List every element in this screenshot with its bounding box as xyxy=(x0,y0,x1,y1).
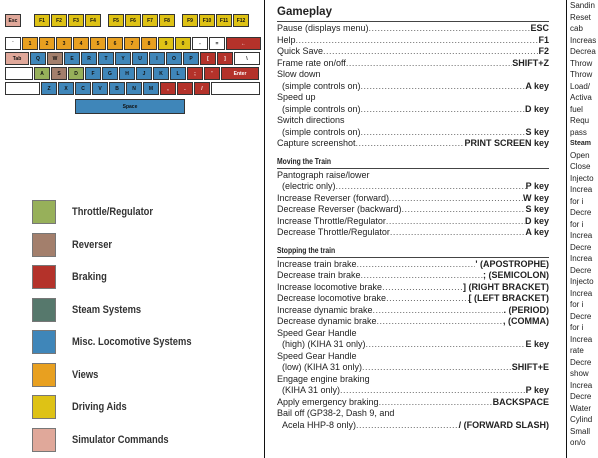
command-row xyxy=(277,259,549,271)
clipped-text: Injecto xyxy=(570,277,594,286)
command-label: Switch directions xyxy=(277,115,345,125)
key-T: T xyxy=(98,52,114,65)
key-N: N xyxy=(126,82,142,95)
command-key: D key xyxy=(524,215,549,226)
key-\: \ xyxy=(234,52,260,65)
command-label: Decrease Reverser (backward) xyxy=(277,204,402,214)
command-label: Quick Save xyxy=(277,46,324,56)
key-J: J xyxy=(136,67,152,80)
command-label: Frame rate on/off xyxy=(277,57,346,68)
legend-label: Reverser xyxy=(72,238,113,251)
legend-label: Simulator Commands xyxy=(72,433,169,446)
command-label: Slow down xyxy=(277,69,321,79)
legend-swatch xyxy=(32,298,56,322)
key-F: F xyxy=(85,67,101,80)
key-': ' xyxy=(204,67,220,80)
leader-dots xyxy=(356,420,459,432)
command-label: Increase train brake xyxy=(277,258,357,269)
legend-item xyxy=(32,428,186,452)
command-row xyxy=(277,92,549,104)
command-row xyxy=(277,351,549,363)
command-row xyxy=(277,58,549,70)
leader-dots xyxy=(323,46,538,58)
leader-dots xyxy=(296,35,539,47)
leader-dots xyxy=(361,270,483,282)
command-label: Help xyxy=(277,34,296,45)
command-row xyxy=(277,170,549,182)
legend-label: Throttle/Regulator xyxy=(72,206,154,218)
command-label: (low) (KIHA 31 only) xyxy=(282,362,363,372)
key-S: S xyxy=(51,67,67,80)
legend-label: Views xyxy=(72,368,99,381)
command-label: Increase dynamic brake xyxy=(277,304,373,315)
clipped-text: Open xyxy=(570,150,590,160)
command-label: (simple controls on) xyxy=(282,80,361,91)
command-label: Speed up xyxy=(277,92,316,102)
command-key: F2 xyxy=(538,46,549,56)
key-9: 9 xyxy=(158,37,174,50)
key-F9: F9 xyxy=(182,14,198,27)
command-row xyxy=(277,23,549,35)
key--: - xyxy=(192,37,208,50)
clipped-text: Increa xyxy=(570,254,593,263)
command-label: Decrease dynamic brake xyxy=(277,316,377,326)
leader-dots xyxy=(361,81,526,93)
legend-item xyxy=(32,330,213,354)
key-F3: F3 xyxy=(68,14,84,27)
key-V: V xyxy=(92,82,108,95)
key-F4: F4 xyxy=(85,14,101,27)
key-5: 5 xyxy=(90,37,106,50)
key-E: E xyxy=(64,52,80,65)
key-U: U xyxy=(132,52,148,65)
command-row xyxy=(277,339,549,351)
key-F10: F10 xyxy=(199,14,215,27)
command-key: E key xyxy=(525,339,549,349)
command-label: Speed Gear Handle xyxy=(277,350,357,361)
command-row xyxy=(277,316,549,328)
key-Enter: Enter xyxy=(221,67,259,80)
clipped-text: Reset xyxy=(570,12,591,22)
command-row xyxy=(277,282,549,294)
section-rule xyxy=(277,257,549,258)
command-row xyxy=(277,270,549,282)
command-label: (simple controls on) xyxy=(282,126,361,137)
clipped-text: Decre xyxy=(570,265,592,275)
legend-label: Steam Systems xyxy=(72,303,142,316)
section-title: Stopping the train xyxy=(277,245,336,255)
key-blank xyxy=(5,82,40,95)
command-row xyxy=(277,216,549,228)
clipped-text: Throw xyxy=(570,70,593,79)
command-row xyxy=(277,46,549,58)
key-Z: Z xyxy=(41,82,57,95)
key-4: 4 xyxy=(73,37,89,50)
clipped-text: Increa xyxy=(570,334,593,344)
clipped-text: for i xyxy=(570,219,584,229)
command-key: PRINT SCREEN key xyxy=(464,138,549,148)
clipped-text: Small xyxy=(570,426,591,436)
command-label: Pause (displays menu) xyxy=(277,23,369,33)
command-key: ] (RIGHT BRACKET) xyxy=(463,281,549,292)
command-label: (electric only) xyxy=(282,181,336,191)
command-key: [ (LEFT BRACKET) xyxy=(468,293,549,303)
command-key: ESC xyxy=(530,23,549,33)
command-row xyxy=(277,408,549,420)
legend-swatch xyxy=(32,233,56,257)
key-Space: Space xyxy=(75,99,185,114)
command-row xyxy=(277,293,549,305)
legend-item xyxy=(32,265,113,289)
clipped-text: Requ xyxy=(570,116,590,125)
leader-dots xyxy=(362,362,512,374)
command-label: Increase Reverser (forward) xyxy=(277,192,390,203)
key-;: ; xyxy=(187,67,203,80)
command-row xyxy=(277,204,549,216)
key-7: 7 xyxy=(124,37,140,50)
column-divider xyxy=(264,0,265,458)
command-row xyxy=(277,81,549,93)
leader-dots xyxy=(369,23,531,35)
key-F7: F7 xyxy=(142,14,158,27)
key-←: ← xyxy=(226,37,261,50)
leader-dots xyxy=(373,305,504,317)
legend-swatch xyxy=(32,428,56,452)
leader-dots xyxy=(377,316,503,328)
key-C: C xyxy=(75,82,91,95)
clipped-text: Water xyxy=(570,403,592,413)
key-F12: F12 xyxy=(233,14,249,27)
clipped-text: for i xyxy=(570,196,584,206)
clipped-text: Steam xyxy=(570,140,592,147)
command-row xyxy=(277,328,549,340)
command-row xyxy=(277,115,549,127)
clipped-text: Close xyxy=(570,162,591,171)
command-row xyxy=(277,138,549,150)
legend-swatch xyxy=(32,363,56,387)
leader-dots xyxy=(402,204,526,216)
key-=: = xyxy=(209,37,225,50)
command-label: Bail off (GP38-2, Dash 9, and xyxy=(277,408,395,418)
command-key: F1 xyxy=(538,34,549,45)
command-label: Speed Gear Handle xyxy=(277,327,357,338)
clipped-text: pass xyxy=(570,127,587,137)
key-Y: Y xyxy=(115,52,131,65)
key-R: R xyxy=(81,52,97,65)
key-B: B xyxy=(109,82,125,95)
command-key: , (COMMA) xyxy=(503,316,549,326)
leader-dots xyxy=(340,385,526,397)
clipped-text: for i xyxy=(570,300,584,309)
key-I: I xyxy=(149,52,165,65)
clipped-next-column xyxy=(570,0,598,458)
leader-dots xyxy=(386,216,525,228)
legend-item xyxy=(32,233,119,257)
clipped-text: Increa xyxy=(570,288,593,298)
key-,: , xyxy=(160,82,176,95)
key-3: 3 xyxy=(56,37,72,50)
command-key: D key xyxy=(524,103,549,114)
column-divider-right xyxy=(566,0,567,458)
command-row xyxy=(277,69,549,81)
key-Tab: Tab xyxy=(5,52,29,65)
command-row xyxy=(277,362,549,374)
clipped-text: show xyxy=(570,369,589,378)
command-key: P key xyxy=(525,385,549,395)
key-/: / xyxy=(194,82,210,95)
key-F6: F6 xyxy=(125,14,141,27)
command-key: ' (APOSTROPHE) xyxy=(475,258,549,269)
leader-dots xyxy=(356,138,465,150)
key-2: 2 xyxy=(39,37,55,50)
command-row xyxy=(277,397,549,409)
command-label: Decrease locomotive brake xyxy=(277,293,387,303)
command-key: ; (SEMICOLON) xyxy=(483,270,549,280)
command-row xyxy=(277,193,549,205)
clipped-text: on/o xyxy=(570,438,586,447)
command-label: Engage engine braking xyxy=(277,373,370,384)
command-row xyxy=(277,227,549,239)
legend-item xyxy=(32,200,167,224)
command-key: SHIFT+Z xyxy=(512,57,549,68)
section-title: Gameplay xyxy=(277,6,332,18)
command-row xyxy=(277,35,549,47)
key-[: [ xyxy=(200,52,216,65)
leader-dots xyxy=(366,339,526,351)
key-F2: F2 xyxy=(51,14,67,27)
command-label: Pantograph raise/lower xyxy=(277,169,370,180)
command-label: Increase Throttle/Regulator xyxy=(277,215,386,226)
legend-item xyxy=(32,298,153,322)
command-key: W key xyxy=(522,192,549,203)
section-rule xyxy=(277,168,549,169)
key-F11: F11 xyxy=(216,14,232,27)
key-F1: F1 xyxy=(34,14,50,27)
command-key: / (FORWARD SLASH) xyxy=(458,419,549,430)
key-0: 0 xyxy=(175,37,191,50)
clipped-text: for i xyxy=(570,323,584,332)
command-key: BACKSPACE xyxy=(492,396,549,407)
legend-swatch xyxy=(32,395,56,419)
leader-dots xyxy=(361,127,526,139)
key-blank xyxy=(5,67,33,80)
clipped-text: Sandin xyxy=(570,1,595,10)
leader-dots xyxy=(379,397,493,409)
key-P: P xyxy=(183,52,199,65)
command-key: S key xyxy=(525,204,549,214)
key-F8: F8 xyxy=(159,14,175,27)
leader-dots xyxy=(357,259,476,271)
key-8: 8 xyxy=(141,37,157,50)
clipped-text: Increa xyxy=(570,231,593,240)
key-`: ` xyxy=(5,37,21,50)
command-label: Apply emergency braking xyxy=(277,396,379,407)
key-Q: Q xyxy=(30,52,46,65)
command-row xyxy=(277,305,549,317)
legend-label: Driving Aids xyxy=(72,401,127,413)
legend-label: Misc. Locomotive Systems xyxy=(72,336,192,348)
key-G: G xyxy=(102,67,118,80)
clipped-text: Decre xyxy=(570,242,592,252)
command-label: (high) (KIHA 31 only) xyxy=(282,339,366,349)
command-row xyxy=(277,181,549,193)
command-label: Decrease Throttle/Regulator xyxy=(277,227,390,237)
command-row xyxy=(277,420,549,432)
leader-dots xyxy=(390,227,525,239)
key-K: K xyxy=(153,67,169,80)
clipped-text: Increas xyxy=(570,35,597,45)
command-label: Capture screenshot xyxy=(277,138,356,148)
clipped-text: rate xyxy=(570,346,584,355)
command-label: Acela HHP-8 only) xyxy=(282,419,357,430)
clipped-text: Increa xyxy=(570,185,593,194)
leader-dots xyxy=(386,293,468,305)
command-row xyxy=(277,104,549,116)
key-.: . xyxy=(177,82,193,95)
command-key: A key xyxy=(525,80,549,91)
leader-dots xyxy=(336,181,526,193)
clipped-text: Decre xyxy=(570,311,592,321)
command-key: P key xyxy=(525,181,549,191)
key-]: ] xyxy=(217,52,233,65)
legend-swatch xyxy=(32,330,56,354)
clipped-text: Increa xyxy=(570,380,593,390)
command-label: Increase locomotive brake xyxy=(277,281,383,292)
legend-label: Braking xyxy=(72,271,107,283)
leader-dots xyxy=(382,282,463,294)
clipped-text: fuel xyxy=(570,104,583,114)
section-title: Moving the Train xyxy=(277,156,332,166)
clipped-text: Decre xyxy=(570,392,592,401)
legend-item xyxy=(32,395,136,419)
key-Esc: Esc xyxy=(5,14,21,27)
key-F5: F5 xyxy=(108,14,124,27)
key-M: M xyxy=(143,82,159,95)
command-row xyxy=(277,385,549,397)
key-blank xyxy=(211,82,260,95)
leader-dots xyxy=(346,58,512,70)
command-row xyxy=(277,127,549,139)
key-1: 1 xyxy=(22,37,38,50)
command-label: Decrease train brake xyxy=(277,270,361,280)
command-key: S key xyxy=(525,126,549,137)
clipped-text: Injecto xyxy=(570,173,594,183)
section-rule xyxy=(277,21,549,22)
clipped-text: Decre xyxy=(570,357,592,367)
key-H: H xyxy=(119,67,135,80)
clipped-text: cab xyxy=(570,24,583,33)
key-6: 6 xyxy=(107,37,123,50)
legend-swatch xyxy=(32,265,56,289)
legend-item xyxy=(32,363,103,387)
command-label: (simple controls on) xyxy=(282,103,361,114)
legend-swatch xyxy=(32,200,56,224)
key-X: X xyxy=(58,82,74,95)
clipped-text: Load/ xyxy=(570,81,591,91)
command-key: . (PERIOD) xyxy=(503,304,549,315)
leader-dots xyxy=(361,104,525,116)
clipped-text: Decrea xyxy=(570,47,596,56)
keyboard-diagram xyxy=(0,0,248,125)
key-L: L xyxy=(170,67,186,80)
key-A: A xyxy=(34,67,50,80)
clipped-text: Decre xyxy=(570,208,592,217)
clipped-text: Activa xyxy=(570,93,592,102)
command-row xyxy=(277,374,549,386)
clipped-text: Cylind xyxy=(570,415,593,424)
command-list xyxy=(277,6,549,431)
command-label: (KIHA 31 only) xyxy=(282,385,341,395)
key-D: D xyxy=(68,67,84,80)
command-key: A key xyxy=(525,227,549,237)
leader-dots xyxy=(389,193,523,205)
key-W: W xyxy=(47,52,63,65)
key-O: O xyxy=(166,52,182,65)
clipped-text: Throw xyxy=(570,58,593,68)
command-key: SHIFT+E xyxy=(511,362,549,372)
